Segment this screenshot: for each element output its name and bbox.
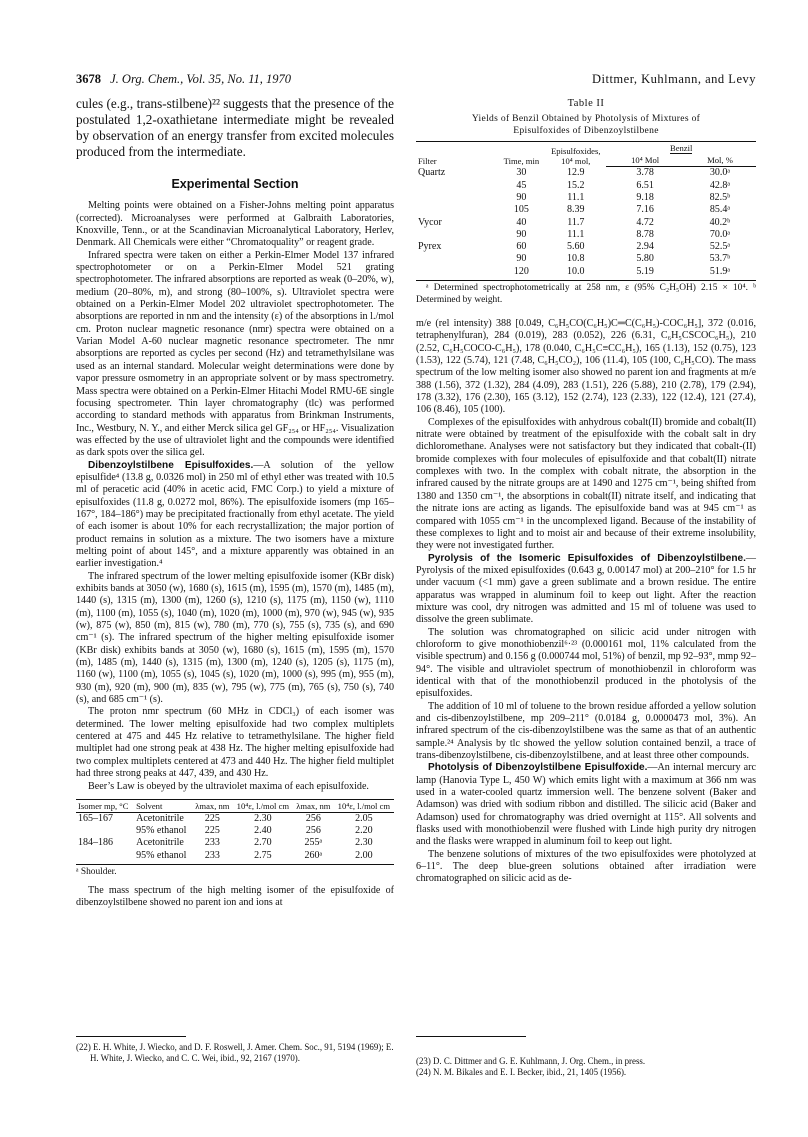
table2-caption: Table II — [567, 98, 605, 109]
table-cell: 11.7 — [567, 216, 585, 228]
table-cell: 7.16 — [636, 204, 654, 216]
table-cell — [416, 204, 498, 216]
table-cell: 256 — [305, 812, 321, 824]
table-cell — [416, 266, 498, 281]
t2-header-filter: Filter — [418, 155, 437, 166]
table2-title — [416, 113, 756, 137]
paragraph-melting-points: Melting points were obtained on a Fisher-Johns melting point apparatus (corrected). Microanalyses were performed at Galbraith Laboratories, Knoxville, Tenn., or at the Scandinavian Microanalytical Laboratory, Herlev, Denmark. All Chemicals were either “Chromatoquality” or reagent grade. — [76, 200, 394, 249]
table-cell: 45 — [516, 179, 527, 191]
table-cell: 105 — [513, 204, 529, 216]
table-cell — [76, 825, 134, 837]
table-cell: 2.70 — [254, 837, 272, 849]
uv-table-footnote: ᵃ Shoulder. — [76, 867, 117, 878]
uv-header-solvent: Solvent — [134, 799, 192, 812]
journal-citation: J. Org. Chem., Vol. 35, No. 11, 1970 — [110, 72, 292, 86]
table-cell: 60 — [516, 241, 527, 253]
table-row — [416, 229, 756, 241]
uv-table — [76, 799, 394, 865]
table-cell — [416, 229, 498, 241]
benzil-yield-table — [416, 141, 756, 281]
table-row — [416, 192, 756, 204]
table-row — [416, 180, 756, 192]
left-column — [76, 96, 394, 909]
table-cell: 10.8 — [567, 253, 585, 265]
table-cell: 95% ethanol — [134, 850, 192, 865]
table-cell: 2.00 — [334, 850, 394, 865]
table-cell — [416, 192, 498, 204]
table-cell — [76, 850, 134, 865]
table-cell: 15.2 — [567, 179, 585, 191]
paragraph-photolysis — [416, 762, 756, 848]
t2-header-benzil — [606, 142, 756, 155]
table-cell: 53.7ᵇ — [709, 253, 731, 265]
table-row — [76, 812, 394, 825]
table-row — [416, 253, 756, 265]
table-cell: 260ᵃ — [293, 850, 334, 865]
table-cell: Acetonitrile — [136, 812, 184, 824]
table-cell: 8.39 — [567, 204, 585, 216]
table-cell: 9.18 — [636, 191, 654, 203]
table-cell: 233 — [204, 837, 220, 849]
uv-header-epsilon-1: 10⁴ε, l./mol cm — [233, 799, 293, 812]
table-cell: 255ᵃ — [304, 837, 323, 849]
paragraph-chromatographed: The solution was chromatographed on silicic acid under nitrogen with chloroform to give monothiobenzil⁶·²³ (0.000161 mol, 11% calculated from the visible spectrum) and 0.156 g (0.000744 mol, 51%) of benzil, mp 92–93°, mmp 92–94°. The visible and ultraviolet spectrum of monothiobenzil in chloroform was identical with that of the monothiobenzil produced in the photolysis of the episulfoxides. — [416, 626, 756, 700]
paragraph-beer-law: Beer’s Law is obeyed by the ultraviolet maxima of each episulfoxide. — [88, 780, 369, 792]
table-cell: 5.60 — [567, 241, 585, 253]
table-cell: 10.0 — [545, 266, 606, 281]
table-cell: 90 — [516, 228, 527, 240]
right-column — [416, 96, 756, 886]
uv-header-epsilon-2: 10⁴ε, l./mol cm — [334, 799, 394, 812]
footnote-rule-left — [76, 1036, 186, 1037]
footnote-23: (23) D. C. Dittmer and G. E. Kuhlmann, J. Org. Chem., in press. — [416, 1056, 646, 1066]
table-cell: 82.5ᵇ — [709, 191, 731, 203]
table-row — [416, 241, 756, 253]
paragraph-mass-fragments: m/e (rel intensity) 388 [0.049, C₆H₅CO(C₆H₅)C═C(C₆H₅)-COC₆H₅], 372 (0.016, tetraphenylfuran), 284 (0.019), 283 (0.052), 226 (6.31, C₆H₅CSCOC₆H₅), 210 (2.52, C₆H₅COCO-C₆H₅), 178 (0.040, C₆H₅C≡CC₆H₅), 165 (1.13), 152 (0.75), 123 (1.53), 122 (5.74), 121 (7.48, C₆H₅CO₂), 106 (11.4), 105 (100, C₆H₅CO). The mass spectrum of the low melting isomer also showed no parent ion and fragments at m/e 388 (1.56), 372 (1.32), 284 (4.09), 283 (1.51), 226 (5.88), 210 (2.78), 179 (2.94), 178 (3.32), 176 (2.30), 165 (3.12), 152 (2.74), 123 (2.33), 122 (12.4), 121 (27.4), 106 (8.46), 105 (100). — [416, 318, 756, 416]
table-cell: 95% ethanol — [136, 825, 187, 837]
table-row — [416, 167, 756, 180]
table-cell: Vycor — [418, 216, 442, 228]
table-cell: 2.30 — [254, 812, 272, 824]
uv-header-lambda-2: λmax, nm — [293, 799, 334, 812]
table-cell — [416, 180, 498, 192]
uv-header-isomer: Isomer mp, °C — [76, 799, 134, 812]
table-cell: 11.1 — [567, 228, 585, 240]
table-cell: 256 — [305, 825, 321, 837]
paragraph-ir-spectrum: The infrared spectrum of the lower melting episulfoxide isomer (KBr disk) exhibits bands at 3050 (w), 1680 (s), 1615 (m), 1595 (m), 1570 (m), 1485 (m), 1440 (s), 1315 (m), 1300 (m), 1260 (s), 1210 (s), 1175 (m), 1150 (w), 1110 (m), 1100 (m), 1055 (s), 1040 (m), 1020 (m), 1000 (m), 970 (w), 945 (w), 935 (w), 875 (w), 850 (m), 815 (w), 780 (m), 770 (s), 755 (s), 735 (s), and 690 cm⁻¹ (s). The infrared spectrum of the higher melting episulfoxide isomer (KBr disk) exhibits bands at 3050 (w), 1680 (s), 1615 (m), 1595 (m), 1570 (m), 1485 (m), 1440 (s), 1315 (m), 1300 (m), 1240 (s), 1205 (s), 1175 (m), 1160 (w), 1100 (m), 1055 (s), 1045 (s), 1020 (m), 1000 (s), 995 (m), 955 (m), 930 (m), 920 (m), 900 (m), 835 (w), 795 (w), 775 (m), 765 (s), 750 (s), 740 (s), and 685 cm⁻¹ (s). — [76, 570, 394, 706]
paragraph-addition: The addition of 10 ml of toluene to the brown residue afforded a yellow solution and cis-dibenzoylstilbene, mp 209–211° (0.0184 g, 0.0000473 mol, 3%). An infrared spectrum of the cis-dibenzoylstilbene was the same as that of an authentic sample.²⁴ Analysis by tlc showed the yellow solution contained benzil, a trace of trans-dibenzoylstilbene, cis-dibenzoylstilbene, and at least three other compounds. — [416, 700, 756, 762]
footnote-24: (24) N. M. Bikales and E. I. Becker, ibid., 21, 1405 (1956). — [416, 1066, 627, 1077]
table-cell: 165–167 — [78, 812, 113, 824]
running-header — [76, 72, 756, 88]
table-cell: 184–186 — [78, 837, 113, 849]
lead-paragraph: cules (e.g., trans-stilbene)²² suggests that the presence of the postulated 1,2-oxathietane intermediate might be revealed by observation of an energy transfer from excited molecules produced from the intermediate. — [76, 96, 394, 159]
table-cell: 6.51 — [636, 179, 654, 191]
footnotes-left — [76, 1042, 394, 1064]
footnote-22: (22) E. H. White, J. Wiecko, and D. F. Roswell, J. Amer. Chem. Soc., 91, 5194 (1969); E. H. White, J. Wiecko, and C. C. Wei, ibid., 92, 2167 (1970). — [76, 1042, 394, 1063]
footnotes-right — [416, 1056, 756, 1078]
table-cell: 30.0ᵃ — [709, 167, 731, 179]
table-cell: 225 — [204, 825, 220, 837]
table-row — [416, 217, 756, 229]
paragraph-infrared: Infrared spectra were taken on either a Perkin-Elmer Model 137 infrared spectrophotometer or on a Perkin-Elmer Model 521 grating spectrophotometer. The infrared absorptions are reported as weak (0–20%, w), medium (20–80%, m), and strong (80–100%, s). Ultraviolet spectra were obtained on a Perkin-Elmer Model 202 ultraviolet spectrophotometer. The absorptions are reported in nm and the intensity (ε) of the absorptions in l./mol cm. Proton nuclear magnetic resonance (nmr) spectra were obtained on a Varian Model A-60 nuclear magnetic resonance spectrometer. The nmr absorptions are reported as cycles per second (Hz) and tetramethylsilane was used as an internal standard. Molecular weight determinations were done by vapor pressure osmometry in an appropriate solvent or by mass spectrometry. Mass spectra were obtained on a Perkin-Elmer Hitachi Model RMU-6E single focusing spectrometer. Thin layer chromatography (tlc) was performed according to standard methods with apparatus from Brinkman Instruments, Inc., Westbury, N. Y., and either Merck silica gel GF₂₅₄ or HF₂₅₄. Visualization was effected by the use of ultraviolet light and the compounds were identified as dark spots over the silica gel. — [76, 249, 394, 459]
paragraph-photolysis-body: —An internal mercury arc lamp (Hanovia Type L, 450 W) which emits light with a maximum at 366 nm was used in a water-cooled quartz immersion well. The benzene solvent (Baker and Adamson) was dried with sodium ribbon and distilled. The silicic acid (Baker and Adamson) used for chromatography was dried overnight at 115°. All solvents and flasks used with monothiobenzil were flushed with Linde high purity dry nitrogen and the flasks were wrapped in aluminum foil to keep out light. — [416, 762, 757, 848]
table-cell: 90 — [516, 191, 527, 203]
table-cell: 30 — [516, 167, 527, 179]
table2-title-line-1: Yields of Benzil Obtained by Photolysis of Mixtures of — [471, 113, 701, 125]
table-cell: 3.78 — [636, 167, 654, 179]
t2-header-benzil-label: Benzil — [669, 143, 693, 154]
paragraph-complexes: Complexes of the episulfoxides with anhydrous cobalt(II) bromide and cobalt(II) nitrate were obtained by treatment of the episulfoxide with the cobalt salt in dry dichloromethane. Analyses were not satisfactory but they indicated that cobalt-(II) bromide complexes with four molecules of episulfoxide and that cobalt(II) nitrate complexes with two. In the complex with cobalt nitrate, the absorption in the infrared caused by the nitrate groups are at 1490 and 1275 cm⁻¹, being shifted from 1380 and 1350 cm⁻¹, the absorptions in cobalt(II) nitrate itself, and indicating that the nitrate ions are acting as ligands. The episulfoxide band was at 945 cm⁻¹ as compared with 1055 cm⁻¹ in the uncomplexed ligand. Because of the instability of these complexes to light and to moist air and because of their extreme insolubility, they were not investigated further. — [416, 416, 756, 552]
paragraph-pyrolysis-body: —Pyrolysis of the mixed episulfoxides (0.643 g, 0.00147 mol) at 200–210° for 1.5 hr under vacuum (<1 mm) gave a green sublimate and a brown residue. The entire apparatus was wrapped in aluminum foil to keep out light. After the reaction mixture was cool, dry nitrogen was admitted and 15 ml of toluene was used to dissolve the green sublimate. — [416, 552, 756, 626]
table-cell: Acetonitrile — [136, 837, 184, 849]
table-cell: 120 — [498, 266, 546, 281]
uv-header-lambda-1: λmax, nm — [192, 799, 233, 812]
table-cell: 90 — [516, 253, 527, 265]
table-row — [416, 204, 756, 216]
t2-header-episulfoxides: Episulfoxides, 10⁴ mol, — [551, 145, 601, 166]
runin-heading-dibenzoyl: Dibenzoylstilbene Episulfoxides. — [88, 459, 254, 471]
table-cell: 2.94 — [636, 241, 654, 253]
table-cell: 2.40 — [254, 825, 272, 837]
table2-title-line-2: Episulfoxides of Dibenzoylstilbene — [513, 125, 659, 137]
runin-heading-pyrolysis: Pyrolysis of the Isomeric Episulfoxides of Dibenzoylstilbene. — [428, 552, 746, 564]
t2-header-benzil-pct: Mol, % — [684, 154, 756, 167]
table-cell: 5.80 — [636, 253, 654, 265]
table-row — [76, 825, 394, 837]
table-row — [76, 837, 394, 849]
table-cell: Quartz — [418, 167, 446, 179]
t2-header-benzil-mol: 10⁴ Mol — [606, 154, 684, 167]
table-row — [416, 266, 756, 281]
t2-header-time: Time, min — [503, 155, 540, 166]
header-authors: Dittmer, Kuhlmann, and Levy — [591, 72, 756, 86]
table-cell: 85.4ᵃ — [709, 204, 731, 216]
table-cell: 2.05 — [355, 812, 373, 824]
page-number: 3678 — [76, 72, 101, 86]
table-row — [76, 850, 394, 865]
table-cell: 225 — [204, 812, 220, 824]
table-cell: 52.5ᵃ — [709, 241, 731, 253]
paragraph-pyrolysis — [416, 553, 756, 627]
table-cell: 233 — [192, 850, 233, 865]
table-cell: 2.75 — [233, 850, 293, 865]
table-cell: 5.19 — [606, 266, 684, 281]
paragraph-mass-spectrum: The mass spectrum of the high melting isomer of the episulfoxide of dibenzoylstilbene showed no parent ion and ions at — [76, 884, 394, 908]
footnote-rule-right — [416, 1036, 526, 1037]
section-title: Experimental Section — [171, 177, 299, 191]
table-cell: 2.20 — [355, 825, 373, 837]
table-cell: 51.9ᵃ — [684, 266, 756, 281]
table-cell: 8.78 — [636, 228, 654, 240]
table2-footnote: ᵃ Determined spectrophotometrically at 258 nm, ε (95% C₂H₅OH) 2.15 × 10⁴. ᵇ Determined by weight. — [416, 283, 756, 305]
table-cell: 4.72 — [636, 216, 654, 228]
table-cell: Pyrex — [418, 241, 442, 253]
table-cell: 40.2ᵇ — [709, 216, 731, 228]
table-cell: 40 — [516, 216, 527, 228]
paragraph-nmr: The proton nmr spectrum (60 MHz in CDCl₃) of each isomer was determined. The lower melting episulfoxide had two complex multiplets centered at 475 and 445 Hz relative to tetramethylsilane. The higher field multiplet had one strong peak at 438 Hz. The higher melting episulfoxide had two complex multiplets centered at 473 and 440 Hz. The higher field multiplet had three strong peaks at 447, 439, and 430 Hz. — [76, 706, 394, 780]
paragraph-dibenzoyl — [76, 460, 394, 571]
paragraph-dibenzoyl-body: —A solution of the yellow episulfide⁴ (13.8 g, 0.0326 mol) in 250 ml of ethyl ether was treated with 10.5 ml of peracetic acid (40% in acetic acid, FMC Corp.) to yield a mixture of episulfoxides (11.8 g, 0.0272 mol, 86%). The episulfoxide isomers (mp 165–167°, 184–186°) may be precipitated fractionally from ethyl acetate. The yield of each isomer is about 10% for each recrystallization; the major portion of product remains in solution as a mixture. The two isomers have a mixture melting point of about 145°, and a mixture apparently was obtained in an earlier investigation.⁴ — [76, 459, 394, 570]
header-left — [76, 72, 291, 87]
table-cell: 2.30 — [355, 837, 373, 849]
table-cell: 70.0ᵃ — [709, 228, 731, 240]
table-cell: 42.8ᵃ — [709, 179, 731, 191]
table-cell: 11.1 — [567, 191, 585, 203]
paragraph-benzene-solutions: The benzene solutions of mixtures of the two episulfoxides were photolyzed at 6–11°. The deep blue-green solutions obtained after irradiation were chromatographed on silicic acid as de- — [416, 848, 756, 885]
table-cell — [416, 253, 498, 265]
runin-heading-photolysis: Photolysis of Dibenzoylstilbene Episulfoxide. — [428, 762, 648, 774]
table-cell: 12.9 — [567, 167, 585, 179]
